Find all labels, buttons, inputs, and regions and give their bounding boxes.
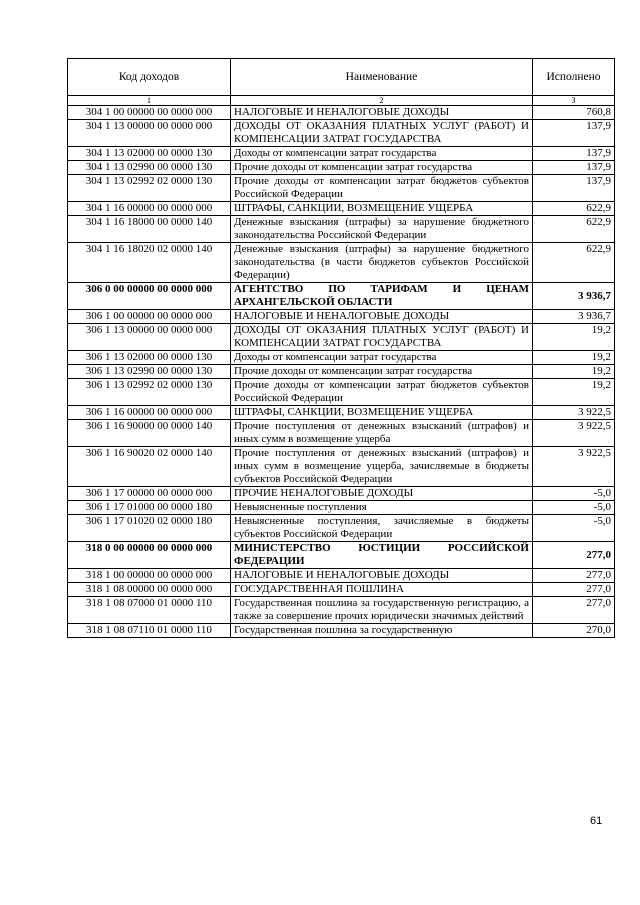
revenue-name: Денежные взыскания (штрафы) за нарушение бюджетного законодательства (в части бюджетов субъектов Российской Федерации) bbox=[231, 243, 533, 283]
revenue-name: Денежные взыскания (штрафы) за нарушение бюджетного законодательства Российской Федерации bbox=[231, 216, 533, 243]
revenue-code: 304 1 16 18020 02 0000 140 bbox=[68, 243, 231, 283]
revenue-name: ГОСУДАРСТВЕННАЯ ПОШЛИНА bbox=[231, 583, 533, 597]
executed-value: 3 936,7 bbox=[533, 283, 615, 310]
revenue-code: 318 0 00 00000 00 0000 000 bbox=[68, 542, 231, 569]
revenue-code: 306 1 17 01000 00 0000 180 bbox=[68, 501, 231, 515]
revenue-name: Прочие поступления от денежных взысканий (штрафов) и иных сумм в возмещение ущерба, зачисляемые в бюджеты субъектов Российской Федерации bbox=[231, 447, 533, 487]
revenue-code: 304 1 16 00000 00 0000 000 bbox=[68, 202, 231, 216]
revenue-name: Прочие поступления от денежных взысканий (штрафов) и иных сумм в возмещение ущерба bbox=[231, 420, 533, 447]
revenue-code: 318 1 08 00000 00 0000 000 bbox=[68, 583, 231, 597]
executed-value: 3 922,5 bbox=[533, 406, 615, 420]
revenue-name: Государственная пошлина за государственную bbox=[231, 624, 533, 638]
header-code: Код доходов bbox=[68, 59, 231, 96]
column-number: 2 bbox=[231, 96, 533, 106]
executed-value: 277,0 bbox=[533, 583, 615, 597]
executed-value: 622,9 bbox=[533, 216, 615, 243]
executed-value: 622,9 bbox=[533, 202, 615, 216]
executed-value: 3 922,5 bbox=[533, 447, 615, 487]
table-row bbox=[68, 243, 615, 283]
revenue-name: Прочие доходы от компенсации затрат государства bbox=[231, 365, 533, 379]
table-row bbox=[68, 351, 615, 365]
revenue-code: 306 1 13 00000 00 0000 000 bbox=[68, 324, 231, 351]
revenue-code: 304 1 13 02000 00 0000 130 bbox=[68, 147, 231, 161]
table-row bbox=[68, 420, 615, 447]
revenue-code: 306 1 16 90020 02 0000 140 bbox=[68, 447, 231, 487]
table-row bbox=[68, 542, 615, 569]
revenue-code: 304 1 13 00000 00 0000 000 bbox=[68, 120, 231, 147]
table-row bbox=[68, 324, 615, 351]
executed-value: 277,0 bbox=[533, 569, 615, 583]
executed-value: 3 936,7 bbox=[533, 310, 615, 324]
header-executed: Исполнено bbox=[533, 59, 615, 96]
revenue-name: НАЛОГОВЫЕ И НЕНАЛОГОВЫЕ ДОХОДЫ bbox=[231, 569, 533, 583]
revenue-code: 306 1 13 02992 02 0000 130 bbox=[68, 379, 231, 406]
revenue-name: Прочие доходы от компенсации затрат бюджетов субъектов Российской Федерации bbox=[231, 379, 533, 406]
executed-value: 622,9 bbox=[533, 243, 615, 283]
table-row bbox=[68, 406, 615, 420]
revenue-code: 306 1 13 02000 00 0000 130 bbox=[68, 351, 231, 365]
revenue-code: 304 1 00 00000 00 0000 000 bbox=[68, 106, 231, 120]
revenue-code: 306 1 16 90000 00 0000 140 bbox=[68, 420, 231, 447]
executed-value: -5,0 bbox=[533, 515, 615, 542]
revenue-code: 318 1 00 00000 00 0000 000 bbox=[68, 569, 231, 583]
page-number: 61 bbox=[590, 815, 603, 827]
revenue-name: Прочие доходы от компенсации затрат государства bbox=[231, 161, 533, 175]
revenue-code: 304 1 13 02992 02 0000 130 bbox=[68, 175, 231, 202]
column-number: 3 bbox=[533, 96, 615, 106]
revenue-name: ДОХОДЫ ОТ ОКАЗАНИЯ ПЛАТНЫХ УСЛУГ (РАБОТ) И КОМПЕНСАЦИИ ЗАТРАТ ГОСУДАРСТВА bbox=[231, 120, 533, 147]
table-row bbox=[68, 310, 615, 324]
table-row bbox=[68, 583, 615, 597]
revenue-code: 306 0 00 00000 00 0000 000 bbox=[68, 283, 231, 310]
header-name: Наименование bbox=[231, 59, 533, 96]
executed-value: 137,9 bbox=[533, 175, 615, 202]
executed-value: 270,0 bbox=[533, 624, 615, 638]
executed-value: 19,2 bbox=[533, 351, 615, 365]
executed-value: 19,2 bbox=[533, 365, 615, 379]
executed-value: 277,0 bbox=[533, 597, 615, 624]
revenue-code: 306 1 00 00000 00 0000 000 bbox=[68, 310, 231, 324]
table-row bbox=[68, 501, 615, 515]
table-row bbox=[68, 597, 615, 624]
revenue-table bbox=[67, 58, 615, 638]
revenue-code: 306 1 17 00000 00 0000 000 bbox=[68, 487, 231, 501]
column-numbers-row bbox=[68, 96, 615, 106]
column-number: 1 bbox=[68, 96, 231, 106]
table-row bbox=[68, 175, 615, 202]
revenue-name: Государственная пошлина за государственную регистрацию, а также за совершение прочих юридически значимых действий bbox=[231, 597, 533, 624]
executed-value: 137,9 bbox=[533, 147, 615, 161]
table-row bbox=[68, 379, 615, 406]
executed-value: 19,2 bbox=[533, 324, 615, 351]
table-row bbox=[68, 161, 615, 175]
revenue-code: 306 1 17 01020 02 0000 180 bbox=[68, 515, 231, 542]
revenue-name: МИНИСТЕРСТВО ЮСТИЦИИ РОССИЙСКОЙ ФЕДЕРАЦИИ bbox=[231, 542, 533, 569]
table-header bbox=[68, 59, 615, 106]
table-row bbox=[68, 447, 615, 487]
revenue-name: Прочие доходы от компенсации затрат бюджетов субъектов Российской Федерации bbox=[231, 175, 533, 202]
table-row bbox=[68, 120, 615, 147]
executed-value: -5,0 bbox=[533, 501, 615, 515]
executed-value: 137,9 bbox=[533, 161, 615, 175]
executed-value: 760,8 bbox=[533, 106, 615, 120]
revenue-name: Невыясненные поступления, зачисляемые в бюджеты субъектов Российской Федерации bbox=[231, 515, 533, 542]
revenue-code: 318 1 08 07000 01 0000 110 bbox=[68, 597, 231, 624]
revenue-name: НАЛОГОВЫЕ И НЕНАЛОГОВЫЕ ДОХОДЫ bbox=[231, 106, 533, 120]
executed-value: 277,0 bbox=[533, 542, 615, 569]
revenue-code: 318 1 08 07110 01 0000 110 bbox=[68, 624, 231, 638]
table-row bbox=[68, 569, 615, 583]
table-row bbox=[68, 365, 615, 379]
table-row bbox=[68, 202, 615, 216]
revenue-name: ШТРАФЫ, САНКЦИИ, ВОЗМЕЩЕНИЕ УЩЕРБА bbox=[231, 202, 533, 216]
table-row bbox=[68, 147, 615, 161]
revenue-code: 306 1 13 02990 00 0000 130 bbox=[68, 365, 231, 379]
revenue-code: 306 1 16 00000 00 0000 000 bbox=[68, 406, 231, 420]
executed-value: 19,2 bbox=[533, 379, 615, 406]
executed-value: 3 922,5 bbox=[533, 420, 615, 447]
revenue-code: 304 1 13 02990 00 0000 130 bbox=[68, 161, 231, 175]
table-row bbox=[68, 515, 615, 542]
executed-value: -5,0 bbox=[533, 487, 615, 501]
revenue-name: АГЕНТСТВО ПО ТАРИФАМ И ЦЕНАМ АРХАНГЕЛЬСКОЙ ОБЛАСТИ bbox=[231, 283, 533, 310]
table-row bbox=[68, 283, 615, 310]
revenue-name: Доходы от компенсации затрат государства bbox=[231, 147, 533, 161]
revenue-code: 304 1 16 18000 00 0000 140 bbox=[68, 216, 231, 243]
revenue-name: ШТРАФЫ, САНКЦИИ, ВОЗМЕЩЕНИЕ УЩЕРБА bbox=[231, 406, 533, 420]
revenue-name: НАЛОГОВЫЕ И НЕНАЛОГОВЫЕ ДОХОДЫ bbox=[231, 310, 533, 324]
table-row bbox=[68, 487, 615, 501]
revenue-name: Доходы от компенсации затрат государства bbox=[231, 351, 533, 365]
table-body bbox=[68, 106, 615, 638]
revenue-name: ПРОЧИЕ НЕНАЛОГОВЫЕ ДОХОДЫ bbox=[231, 487, 533, 501]
table-row bbox=[68, 216, 615, 243]
table-row bbox=[68, 624, 615, 638]
executed-value: 137,9 bbox=[533, 120, 615, 147]
revenue-name: ДОХОДЫ ОТ ОКАЗАНИЯ ПЛАТНЫХ УСЛУГ (РАБОТ) И КОМПЕНСАЦИИ ЗАТРАТ ГОСУДАРСТВА bbox=[231, 324, 533, 351]
revenue-name: Невыясненные поступления bbox=[231, 501, 533, 515]
table-row bbox=[68, 106, 615, 120]
